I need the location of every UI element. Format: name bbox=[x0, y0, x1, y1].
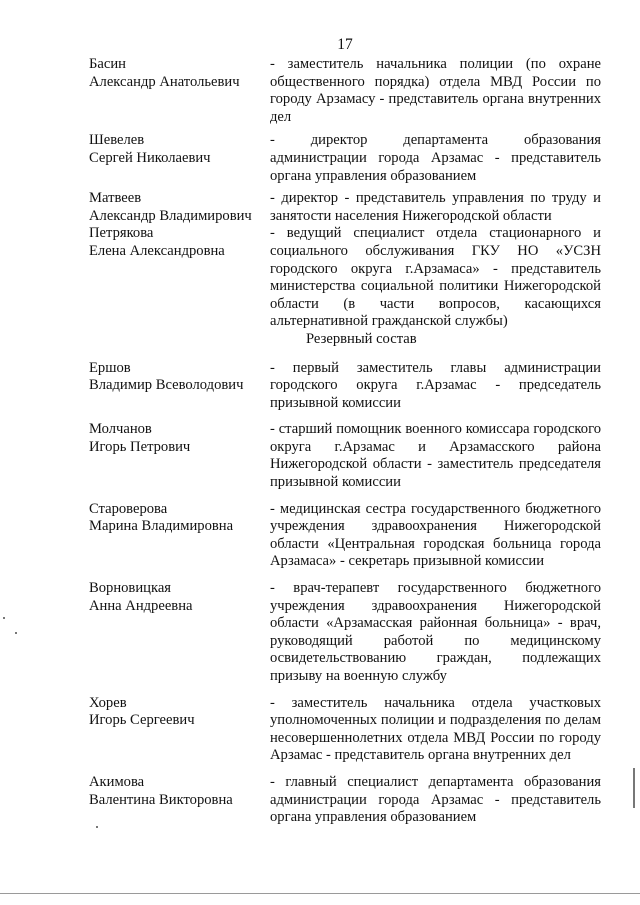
given-names: Марина Владимировна bbox=[89, 518, 234, 535]
surname: Акимова bbox=[89, 773, 145, 790]
surname: Ершов bbox=[89, 359, 131, 376]
given-names: Анна Андреевна bbox=[89, 597, 193, 614]
surname: Шевелев bbox=[89, 132, 145, 149]
page-number: 17 bbox=[337, 36, 353, 53]
member-role: - заместитель начальника полиции (по охране общественного порядка) отдела МВД России по городу Арзамасу - представитель органа внутренних дел bbox=[270, 56, 601, 125]
member-role: - заместитель начальника отдела участковых уполномоченных полиции и подразделения по делам несовершеннолетних отдела МВД России по городу Арзамас - представитель органа внутренних дел bbox=[270, 694, 601, 764]
surname: Басин bbox=[89, 56, 126, 72]
list-item bbox=[89, 225, 601, 331]
list-item bbox=[89, 421, 601, 491]
member-name bbox=[89, 132, 270, 185]
member-role: - директор - представитель управления по труду и занятости населения Нижегородской области bbox=[270, 190, 601, 224]
member-name bbox=[89, 421, 270, 491]
given-names: Сергей Николаевич bbox=[89, 149, 211, 166]
member-name bbox=[89, 774, 270, 827]
scan-margin-mark bbox=[3, 617, 5, 619]
member-role: - первый заместитель главы администрации городского округа г.Арзамас - председатель призывной комиссии bbox=[270, 359, 601, 411]
member-list bbox=[89, 56, 601, 827]
section-heading: Резервный состав bbox=[306, 330, 417, 347]
member-role: - директор департамента образования администрации города Арзамас - представитель органа управления образованием bbox=[270, 132, 601, 184]
given-names: Александр Владимирович bbox=[89, 207, 252, 224]
surname: Матвеев bbox=[89, 190, 142, 207]
member-name bbox=[89, 695, 270, 765]
surname: Староверова bbox=[89, 500, 168, 517]
member-name bbox=[89, 190, 270, 225]
surname: Петрякова bbox=[89, 225, 154, 242]
given-names: Елена Александровна bbox=[89, 242, 225, 259]
surname: Ворновицкая bbox=[89, 580, 172, 597]
member-name bbox=[89, 56, 270, 126]
list-item bbox=[89, 190, 601, 225]
scan-margin-mark bbox=[15, 632, 17, 634]
member-name bbox=[89, 501, 270, 571]
list-item bbox=[89, 132, 601, 185]
list-item bbox=[89, 774, 601, 827]
member-name bbox=[89, 360, 270, 413]
member-name bbox=[89, 580, 270, 686]
scan-bottom-edge bbox=[0, 893, 640, 894]
list-item bbox=[89, 580, 601, 686]
member-role: - врач-терапевт государственного бюджетного учреждения здравоохранения Нижегородской области «Арзамасская районная больница» - врач, руководящий работой по медицинскому освидетельствованию граждан, подлежащих призыву на военную службу bbox=[270, 580, 601, 684]
surname: Молчанов bbox=[89, 421, 152, 438]
member-role: - старший помощник военного комиссара городского округа г.Арзамас и Арзамасского района Нижегородской области - заместитель председателя призывной комиссии bbox=[270, 421, 601, 491]
scan-margin-mark bbox=[633, 768, 635, 808]
given-names: Владимир Всеволодович bbox=[89, 377, 244, 394]
member-name bbox=[89, 225, 270, 331]
member-role: - главный специалист департамента образования администрации города Арзамас - представитель органа управления образованием bbox=[270, 773, 601, 826]
given-names: Игорь Сергеевич bbox=[89, 712, 195, 729]
list-item bbox=[89, 56, 601, 126]
list-item bbox=[89, 501, 601, 571]
given-names: Игорь Петрович bbox=[89, 438, 191, 455]
given-names: Валентина Викторовна bbox=[89, 791, 233, 808]
surname: Хорев bbox=[89, 694, 127, 711]
member-role: - ведущий специалист отдела стационарного и социального обслуживания ГКУ НО «УСЗН городского округа г.Арзамаса» - представитель министерства социальной политики Нижегородской области (в части вопросов, касающихся альтернативной гражданской службы) bbox=[270, 225, 601, 330]
scan-margin-mark bbox=[96, 826, 98, 828]
list-item bbox=[89, 360, 601, 413]
member-role: - медицинская сестра государственного бюджетного учреждения здравоохранения Нижегородской области «Центральная городская больница города Арзамаса» - секретарь призывной комиссии bbox=[270, 500, 601, 570]
list-item bbox=[89, 695, 601, 765]
given-names: Александр Анатольевич bbox=[89, 73, 240, 90]
